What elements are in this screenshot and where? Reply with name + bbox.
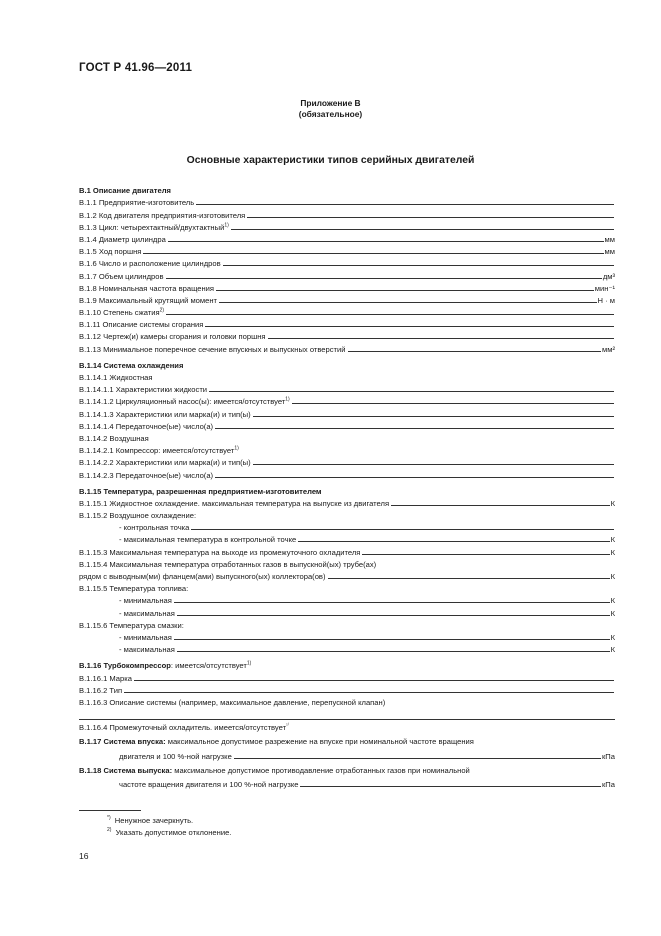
- fill-in-field[interactable]: [79, 707, 615, 720]
- form-body: [79, 183, 615, 789]
- fill-in-field[interactable]: [143, 253, 603, 254]
- section-heading: В.1.15 Температура, разрешенная предприятием-изготовителем: [79, 486, 322, 496]
- fill-in-field[interactable]: [174, 602, 610, 603]
- form-line: - максимальная К: [119, 608, 615, 618]
- form-line: двигателя и 100 %-ной нагрузке кПа: [119, 751, 615, 761]
- form-line: В.1.9 Максимальный крутящий момент Н · м: [79, 295, 615, 305]
- standard-header: ГОСТ Р 41.96—2011: [79, 62, 193, 74]
- form-line: В.1.15.4 Максимальная температура отработанных газов в выпускной(ых) трубе(ах): [79, 559, 377, 569]
- form-line: В.1.16.2 Тип: [79, 683, 615, 695]
- fill-in-field[interactable]: [191, 529, 614, 530]
- fill-in-field[interactable]: [268, 338, 614, 339]
- form-line: В.1.14.2 Воздушная: [79, 433, 149, 443]
- form-line: В.1.2 Код двигателя предприятия-изготовителя: [79, 207, 615, 219]
- form-line: рядом с выводным(ми) фланцем(ами) выпускного(ых) коллектора(ов) К: [79, 572, 615, 581]
- form-line: В.1.5 Ход поршня мм: [79, 247, 615, 257]
- form-line: частоте вращения двигателя и 100 %-ной нагрузке кПа: [119, 780, 615, 790]
- section-heading: В.1.14 Система охлаждения: [79, 360, 184, 370]
- paragraph-b118: В.1.18 Система выпуска: максимальное допустимое противодавление отработанных газов при номинальной: [79, 765, 470, 775]
- fill-in-field[interactable]: [168, 241, 604, 242]
- fill-in-field[interactable]: [219, 302, 597, 303]
- fill-in-field[interactable]: [209, 391, 614, 392]
- form-line: В.1.4 Диаметр цилиндра мм: [79, 234, 615, 244]
- footnote: $^{2)}$ Указать допустимое отклонение.: [107, 827, 232, 837]
- section-heading: В.1.16 Турбокомпрессор: имеется/отсутствует$^{1)}$: [79, 660, 252, 671]
- footnote-rule: [79, 810, 141, 811]
- fill-in-field[interactable]: [292, 403, 614, 404]
- form-line: В.1.14.1.2 Циркуляционный насос(ы): имеется/отсутствует$^{1)}$: [79, 394, 615, 406]
- fill-in-field[interactable]: [205, 326, 614, 327]
- fill-in-field[interactable]: [177, 651, 610, 652]
- form-line: В.1.11 Описание системы сгорания: [79, 317, 615, 329]
- fill-in-field[interactable]: [223, 265, 614, 266]
- annex-label: Приложение В: [300, 98, 361, 108]
- form-line: - контрольная точка: [79, 520, 615, 532]
- form-line: - максимальная температура в контрольной точке К: [119, 535, 615, 545]
- fill-in-field[interactable]: [174, 639, 610, 640]
- fill-in-field[interactable]: [298, 541, 609, 542]
- form-line: - минимальная К: [119, 632, 615, 642]
- form-line: В.1.10 Степень сжатия$^{2)}$: [79, 305, 615, 317]
- form-line: В.1.14.2.3 Передаточное(ые) число(а): [79, 467, 615, 479]
- form-line: В.1.16.4 Промежуточный охладитель. имеется/отсутствует$^{^{1)}}$: [79, 722, 289, 733]
- fill-in-field[interactable]: [177, 615, 610, 616]
- fill-in-field[interactable]: [362, 554, 609, 555]
- form-line: В.1.16.1 Марка: [79, 670, 615, 682]
- page-title: Основные характеристики типов серийных двигателей: [186, 155, 475, 166]
- form-line: - минимальная К: [119, 596, 615, 606]
- fill-in-field[interactable]: [124, 692, 614, 693]
- form-line: В.1.14.2.2 Характеристики или марка(и) и тип(ы): [79, 455, 615, 467]
- form-line: В.1.14.1.1 Характеристики жидкости: [79, 382, 615, 394]
- page-number: 16: [79, 851, 89, 861]
- fill-in-field[interactable]: [234, 758, 601, 759]
- form-line: В.1.15.1 Жидкостное охлаждение. максимальная температура на выпуске из двигателя К: [79, 498, 615, 508]
- fill-in-field[interactable]: [253, 464, 614, 465]
- fill-in-field[interactable]: [300, 786, 601, 787]
- fill-in-field[interactable]: [391, 505, 609, 506]
- form-line: В.1.12 Чертеж(и) камеры сгорания и головки поршня: [79, 329, 615, 341]
- form-line: В.1.13 Минимальное поперечное сечение впускных и выпускных отверстий мм²: [79, 344, 615, 354]
- form-line: В.1.6 Число и расположение цилиндров: [79, 256, 615, 268]
- fill-in-field[interactable]: [328, 578, 610, 579]
- fill-in-field[interactable]: [166, 314, 614, 315]
- annex-status: (обязательное): [298, 109, 363, 119]
- fill-in-field[interactable]: [134, 680, 614, 681]
- fill-in-field[interactable]: [216, 290, 594, 291]
- form-line: В.1.15.2 Воздушное охлаждение:: [79, 511, 197, 521]
- form-line: - максимальная К: [119, 645, 615, 655]
- b114-list: [79, 370, 615, 480]
- fill-in-field[interactable]: [247, 217, 614, 218]
- fill-in-field[interactable]: [166, 278, 602, 279]
- section-heading: В.1 Описание двигателя: [79, 186, 171, 196]
- paragraph-b117: В.1.17 Система впуска: максимальное допустимое разрежение на впуске при номинальной частоте вращения: [79, 737, 474, 747]
- form-line: В.1.3 Цикл: четырехтактный/двухтактный$^{1)}$: [79, 220, 615, 232]
- form-line: В.1.15.3 Максимальная температура на выходе из промежуточного охладителя К: [79, 547, 615, 557]
- footnote: *) Ненужное зачеркнуть.: [107, 815, 194, 825]
- form-line: В.1.7 Объем цилиндров дм³: [79, 271, 615, 281]
- fill-in-field[interactable]: [253, 416, 614, 417]
- form-line: В.1.1 Предприятие-изготовитель: [79, 195, 615, 207]
- form-line: В.1.15.6 Температура смазки:: [79, 620, 184, 630]
- form-line: В.1.14.1.4 Передаточное(ые) число(а): [79, 419, 615, 431]
- form-line: В.1.15.5 Температура топлива:: [79, 584, 189, 594]
- fill-in-field[interactable]: [215, 428, 614, 429]
- fill-in-field[interactable]: [348, 351, 602, 352]
- form-line: В.1.8 Номинальная частота вращения мин⁻¹: [79, 283, 615, 293]
- form-line: В.1.16.3 Описание системы (например, максимальное давление, перепускной клапан): [79, 697, 386, 707]
- form-line: В.1.14.2.1 Компрессор: имеется/отсутствует$^{1)}$: [79, 445, 239, 456]
- form-line: В.1.14.1.3 Характеристики или марка(и) и тип(ы): [79, 406, 615, 418]
- fill-in-field[interactable]: [231, 229, 614, 230]
- b1-list: [79, 195, 615, 353]
- fill-in-field[interactable]: [215, 477, 614, 478]
- fill-in-field[interactable]: [196, 204, 614, 205]
- form-line: В.1.14.1 Жидкостная: [79, 373, 153, 382]
